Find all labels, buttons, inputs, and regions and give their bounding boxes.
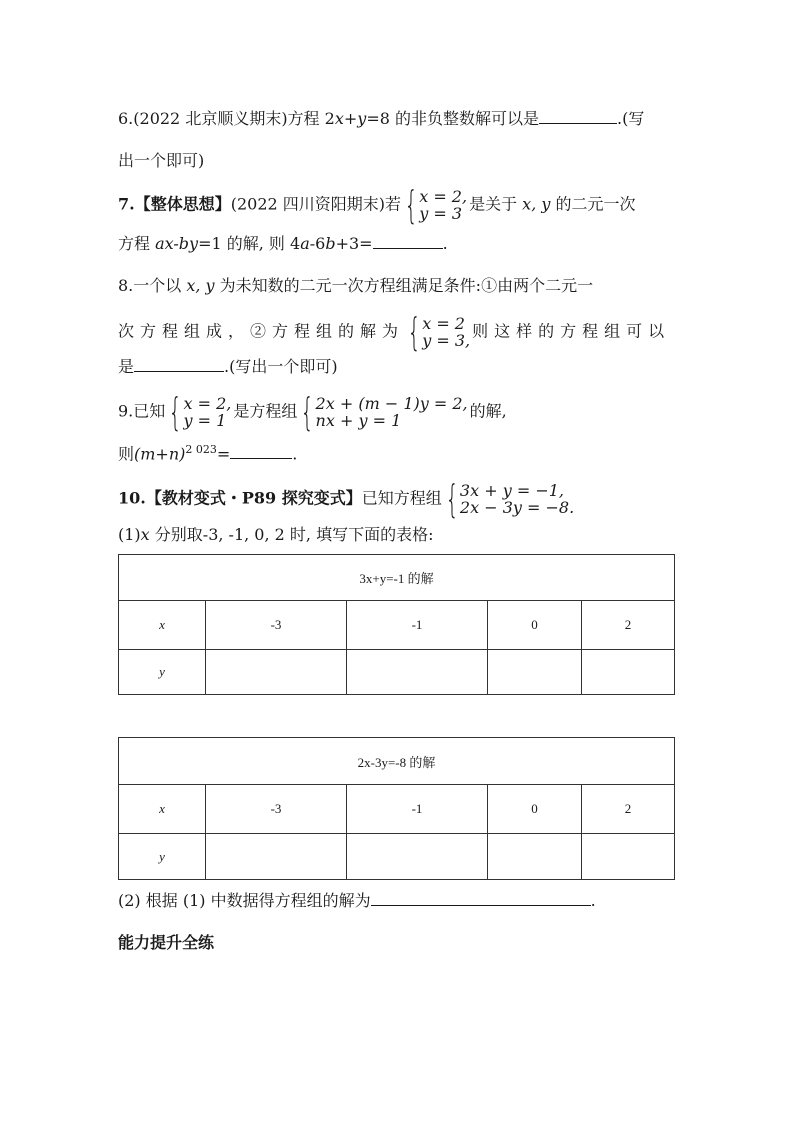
q10-line1: 10.【教材变式・P89 探究变式】已知方程组 { 3x + y = −1, 2x − 3y = −8. (118, 477, 575, 521)
q9-system-solution: { x = 2, y = 1 (168, 390, 232, 434)
table-cell: -1 (347, 601, 488, 650)
q10-system: { 3x + y = −1, 2x − 3y = −8. (445, 477, 575, 521)
table-cell: -3 (206, 785, 347, 834)
table-eq2-x-label: x (119, 785, 206, 834)
q9-answer-blank[interactable] (230, 444, 292, 459)
section-heading: 能力提升全练 (118, 933, 215, 952)
table-cell: 0 (488, 785, 582, 834)
q6-text: 6.(2022 北京顺义期末)方程 (118, 109, 325, 128)
table-cell: -1 (347, 785, 488, 834)
table-eq2 (118, 737, 675, 880)
q7-system: { x = 2, y = 3 (404, 183, 468, 227)
q10-answer-blank[interactable] (371, 891, 591, 906)
table-cell: 0 (488, 601, 582, 650)
table-answer-cell[interactable] (582, 834, 675, 880)
q9-system-equations: { 2x + (m − 1)y = 2, nx + y = 1 (300, 390, 468, 434)
table-eq1-y-label: y (119, 650, 206, 695)
table-answer-cell[interactable] (206, 834, 347, 880)
table-answer-cell[interactable] (582, 650, 675, 695)
q6-line1: 6.(2022 北京顺义期末)方程 2x+y=8 的非负整数解可以是 .(写 (118, 109, 645, 128)
q8-line1: 8.一个以 x, y 为未知数的二元一次方程组满足条件:①由两个二元一 (118, 276, 594, 295)
table-answer-cell[interactable] (488, 834, 582, 880)
q9-line1: 9.已知 { x = 2, y = 1 是方程组 { 2x + (m − 1)y = 2, nx + y = 1 的解, (118, 390, 507, 434)
q10-part1: (1)x 分别取-3, -1, 0, 2 时, 填写下面的表格: (118, 525, 434, 544)
q7-line2: 方程 ax-by=1 的解, 则 4a-6b+3= . (118, 234, 448, 253)
q7-tag: 7.【整体思想】 (118, 194, 231, 214)
q10-tag: 10.【教材变式・P89 探究变式】 (118, 488, 362, 508)
q6-answer-blank[interactable] (539, 109, 617, 124)
q8-system: { x = 2 y = 3, (407, 310, 471, 354)
q9-line2: 则$(m+n)^{2 023}=$ . (118, 443, 298, 464)
q6-line2: 出一个即可) (118, 151, 205, 170)
table-answer-cell[interactable] (206, 650, 347, 695)
table-answer-cell[interactable] (347, 650, 488, 695)
table-cell: 2 (582, 785, 675, 834)
table-cell: -3 (206, 601, 347, 650)
q7-line1: 7.【整体思想】(2022 四川资阳期末)若 { x = 2, y = 3 是关于 x, y 的二元一次 (118, 183, 636, 227)
table-cell: 2 (582, 601, 675, 650)
q8-line2: 次方程组成，②方程组的解为 { x = 2 y = 3, 则这样的方程组可以 (118, 310, 671, 354)
table-answer-cell[interactable] (488, 650, 582, 695)
q8-line3: 是 .(写出一个即可) (118, 357, 338, 376)
table-eq2-title: 2x-3y=-8 的解 (119, 738, 675, 785)
table-eq2-y-label: y (119, 834, 206, 880)
q8-answer-blank[interactable] (134, 357, 224, 372)
table-eq1-title: 3x+y=-1 的解 (119, 555, 675, 601)
table-eq1 (118, 554, 675, 695)
table-eq1-x-label: x (119, 601, 206, 650)
q7-answer-blank[interactable] (373, 234, 443, 249)
table-answer-cell[interactable] (347, 834, 488, 880)
q10-part2: (2) 根据 (1) 中数据得方程组的解为 . (118, 891, 596, 910)
